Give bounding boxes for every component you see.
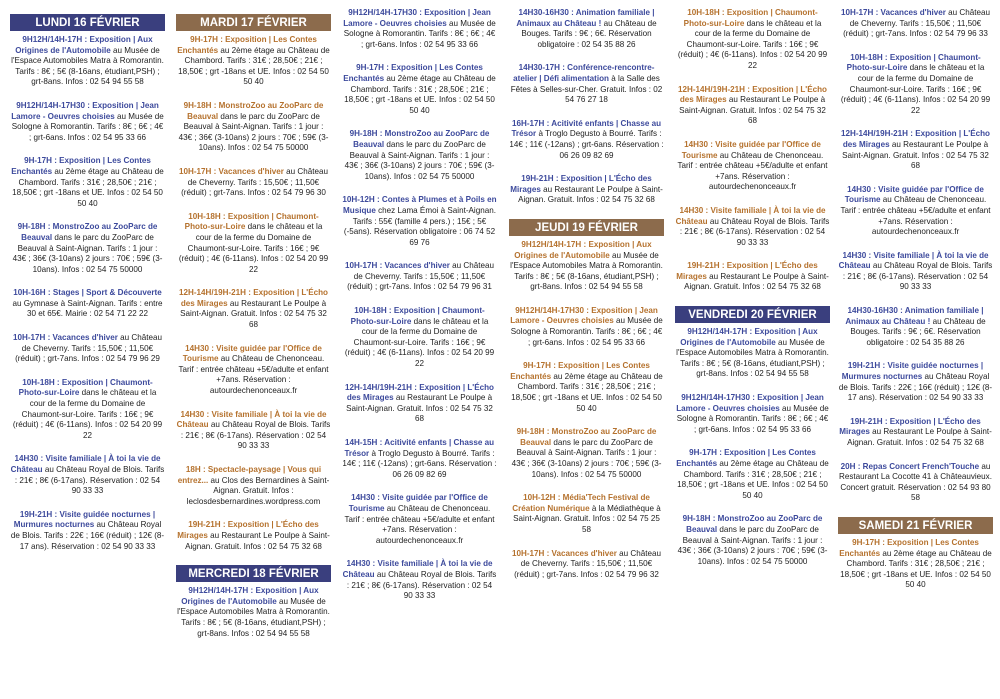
event-title: 9H12H/14H-17H30 : Exposition | Jean Lamore - Oeuvres choisies xyxy=(676,393,824,413)
event-details: au Château de Cheverny. Tarifs : 15,50€ ; 11,50€ (réduit) ; grt-7ans. Infos : 02 54 79 96 30 xyxy=(181,166,329,198)
event-entry xyxy=(838,8,993,40)
event-title: 10H-12H : Contes à Plumes et à Poils en Musique xyxy=(342,195,497,215)
event-details: au Château Royal de Blois. Tarifs : 22€ ; 16€ (réduit) ; 12€ (8-17 ans). Réservation : 02 54 90 33 33 xyxy=(10,520,165,551)
event-title: 19H-21H : Visite guidée nocturnes | Murmures nocturnes xyxy=(841,361,984,382)
event-entry xyxy=(10,101,165,143)
event-title: 9H12H/14H-17H : Exposition | Aux Origines de l'Automobile xyxy=(181,586,319,606)
event-entry xyxy=(675,85,830,127)
event-title: 14H30 : Visite familiale | À toi la vie de Château xyxy=(342,559,493,579)
event-details: dans le château et la cour de la ferme du Domaine de Chaumont-sur-Loire. Tarifs : 16€ ; 9€ (réduit) ; 4€ (6-11ans). Infos : 02 54 20 99 22 xyxy=(12,388,163,440)
event-details: au Château Royal de Blois. Tarifs : 21€ ; 8€ (6-17ans). Réservation : 02 54 90 33 33 xyxy=(14,465,165,496)
event-entry xyxy=(509,306,664,348)
event-title: 9H-18H : MonstroZoo au ZooParc de Beauval xyxy=(516,427,657,447)
event-details: au 2ème étage au Château de Chambord. Tarifs : 31€ ; 28,50€ ; 21€ ; 18,50€ ; grt -18ans et UE. Infos : 02 54 50 50 40 xyxy=(840,548,992,590)
day-header: JEUDI 19 FÉVRIER xyxy=(509,219,664,236)
event-details: au Musée de Sologne à Romorantin. Tarifs : 8€ ; 6€ ; 4€ ; grt-6ans. Infos : 02 54 95 33 66 xyxy=(11,111,164,142)
event-entry xyxy=(838,129,993,171)
event-details: au Musée de Sologne à Romorantin. Tarifs : 8€ ; 6€ ; 4€ ; grt-6ans. Infos : 02 54 95 33 66 xyxy=(676,403,829,434)
event-entry xyxy=(342,306,497,370)
event-entry xyxy=(342,559,497,601)
event-entry xyxy=(176,35,331,88)
event-entry xyxy=(10,510,165,552)
event-details: au Restaurant Le Poulpe à Saint-Aignan. Gratuit. Infos : 02 54 75 32 68 xyxy=(180,298,327,330)
column-2 xyxy=(176,8,331,652)
event-details: dans le parc du ZooParc de Beauval à Saint-Aignan. Tarifs : 1 jour : 43€ ; 36€ (3-10ans) 2 jours : 70€ ; 59€ (3-10ans). Infos : 02 54 75 50000 xyxy=(178,111,329,153)
event-entry xyxy=(675,8,830,72)
event-entry xyxy=(509,240,664,293)
day-header: MERCREDI 18 FÉVRIER xyxy=(176,565,331,582)
event-title: 9H-17H : Exposition | Les Contes Enchantés xyxy=(676,448,816,468)
event-entry xyxy=(10,333,165,365)
event-title: 14H30 : Visite guidée par l'Office de Tourisme xyxy=(844,184,984,205)
event-title: 14H30-16H30 : Animation familiale | Animaux au Château ! xyxy=(845,306,984,326)
event-details: au Château Royal de Blois. Tarifs : 21€ ; 8€ (6-17ans). Réservation : 02 54 90 33 33 xyxy=(346,569,497,601)
event-title: 9H12H/14H-17H30 : Exposition | Jean Lamore - Oeuvres choisies xyxy=(11,100,159,121)
event-details: dans le parc du ZooParc de Beauval à Saint-Aignan. Tarifs : 1 jour : 43€ ; 36€ (3-10ans) 2 jours : 70€ ; 59€ (3-10ans). Infos : 02 54 75 50000 xyxy=(677,524,828,566)
event-details: au Château de Chenonceau. Tarif : entrée château +5€/adulte et enfant +7ans. Réservation : autourdechenonceaux.fr xyxy=(677,150,828,192)
event-title: 10H-18H : Exposition | Chaumont-Photo-sur-Loire xyxy=(18,377,153,398)
event-details: dans le château et la cour de la ferme du Domaine de Chaumont-sur-Loire. Tarifs : 16€ ; 9€ (réduit) ; 4€ (6-11ans). Infos : 02 54 20 99 22 xyxy=(677,18,828,70)
event-details: au Restaurant Le Poulpe à Saint-Aignan. Gratuit. Infos : 02 54 75 32 68 xyxy=(346,393,493,424)
event-entry xyxy=(342,438,497,480)
event-title: 9H-18H : MonstroZoo au ZooParc de Beauval xyxy=(682,514,823,534)
event-title: 9H-17H : Exposition | Les Contes Enchantés xyxy=(11,156,151,176)
event-entry xyxy=(509,361,664,414)
event-details: dans le parc du ZooParc de Beauval à Saint-Aignan. Tarifs : 1 jour : 43€ ; 36€ (3-10ans) 2 jours : 70€ ; 59€ (3-10ans). Infos : 02 54 75 50000 xyxy=(12,232,163,274)
event-details: au 2ème étage au Château de Chambord. Tarifs : 31€ ; 28,50€ ; 21€ ; 18,50€ ; grt -18ans et UE. Infos : 02 54 50 50 40 xyxy=(178,45,330,87)
event-details: au Musée de l'Espace Automobiles Matra à Romorantin. Tarifs : 8€ ; 5€ (8-16ans, étudiant,PSH) ; grt-8ans. Infos : 02 54 94 55 58 xyxy=(510,250,663,292)
event-title: 10H-17H : Vacances d'hiver xyxy=(178,166,284,176)
event-entry xyxy=(10,222,165,275)
event-details: au 2ème étage au Château de Chambord. Tarifs : 31€ ; 28,50€ ; 21€ ; 18,50€ ; grt -18ans et UE. Infos : 02 54 50 50 40 xyxy=(677,459,829,500)
event-title: 16H-17H : Acitivité enfants | Chasse au Trésor xyxy=(511,118,662,139)
day-header: LUNDI 16 FÉVRIER xyxy=(10,14,165,31)
event-entry xyxy=(342,129,497,182)
event-details: au Château de Cheverny. Tarifs : 15,50€ ; 11,50€ (réduit) ; grt-7ans. Infos : 02 54 79 96 29 xyxy=(15,333,163,364)
event-details: au Château de Bouges. Tarifs : 9€ ; 6€. Réservation obligatoire : 02 54 35 88 26 xyxy=(521,18,657,49)
event-title: 14H30 : Visite familiale | À toi la vie de Château xyxy=(675,205,826,226)
event-details: au 2ème étage au Château de Chambord. Tarifs : 31€ ; 28,50€ ; 21€ ; 18,50€ ; grt -18ans et UE. Infos : 02 54 50 50 40 xyxy=(511,371,663,413)
event-details: au Musée de l'Espace Automobiles Matra à Romorantin. Tarifs : 8€ ; 5€ (8-16ans, étudiant,PSH) ; grt-8ans. Infos : 02 54 94 55 58 xyxy=(11,45,164,87)
event-entry xyxy=(838,462,993,504)
event-details: au Musée de l'Espace Automobiles Matra à Romorantin. Tarifs : 8€ ; 5€ (8-16ans, étudiant,PSH) ; grt-8ans. Infos : 02 54 94 55 58 xyxy=(676,337,829,379)
event-entry xyxy=(838,361,993,403)
event-entry xyxy=(176,520,331,552)
event-title: 9H-18H : MonstroZoo au ZooParc de Beauval xyxy=(349,129,490,149)
event-details: au Château de Cheverny. Tarifs : 15,50€ ; 11,50€ (réduit) ; grt-7ans. Infos : 02 54 79 96 32 xyxy=(514,548,662,579)
event-details: au Restaurant Le Poulpe à Saint-Aignan. Gratuit. Infos : 02 54 75 32 68 xyxy=(684,271,829,292)
event-title: 19H-21H : Exposition | L'Écho des Mirages xyxy=(839,416,981,437)
event-entry xyxy=(176,410,331,452)
event-entry xyxy=(509,63,664,105)
event-details: dans le château et la cour de la ferme du Domaine de Chaumont-sur-Loire. Tarifs : 16€ ; 9€ (réduit) ; 4€ (6-11ans). Infos : 02 54 20 99 22 xyxy=(178,222,329,274)
event-entry xyxy=(838,417,993,449)
event-entry xyxy=(675,393,830,435)
event-details: au Château Royal de Blois. Tarifs : 22€ ; 16€ (réduit) ; 12€ (8-17 ans). Réservation : 02 54 90 33 33 xyxy=(838,372,993,403)
event-entry xyxy=(342,261,497,293)
event-entry xyxy=(838,53,993,117)
event-entry xyxy=(176,167,331,199)
column-5 xyxy=(675,8,830,580)
column-3 xyxy=(342,8,497,615)
event-title: 20H : Repas Concert French'Touche xyxy=(840,461,980,471)
event-details: au Château de Bouges. Tarifs : 9€ ; 6€. Réservation obligatoire : 02 54 35 88 26 xyxy=(850,316,986,347)
event-entry xyxy=(675,448,830,501)
column-1 xyxy=(10,8,165,565)
event-title: 14H30 : Visite guidée par l'Office de Tourisme xyxy=(182,343,322,364)
event-title: 9H12H/14H-17H30 : Exposition | Jean Lamore - Oeuvres choisies xyxy=(510,305,658,326)
event-details: dans le château et la cour de la ferme du Domaine de Chaumont-sur-Loire. Tarifs : 16€ ; 9€ (réduit) ; 4€ (6-11ans). Infos : 02 54 20 99 22 xyxy=(344,316,495,369)
day-header: VENDREDI 20 FÉVRIER xyxy=(675,306,830,323)
event-details: au Musée de Sologne à Romorantin. Tarifs : 8€ ; 6€ ; 4€ ; grt-6ans. Infos : 02 54 95 33 66 xyxy=(510,316,663,347)
day-header: MARDI 17 FÉVRIER xyxy=(176,14,331,31)
event-title: 10H-18H : Exposition | Chaumont-Photo-sur-Loire xyxy=(184,211,319,232)
event-entry xyxy=(509,427,664,480)
event-entry xyxy=(342,195,497,248)
event-entry xyxy=(838,306,993,348)
event-title: 10H-12H : Média'Tech Festival de Création Numérique xyxy=(512,493,650,513)
column-6 xyxy=(838,8,993,604)
event-title: 10H-17H : Vacances d'hiver xyxy=(840,8,946,17)
event-details: au Restaurant Le Poulpe à Saint-Aignan. Gratuit. Infos : 02 54 75 32 68 xyxy=(842,139,989,171)
event-details: à Troglo Degusto à Bourré. Tarifs : 14€ ; 11€ (-12ans) ; grt-6ans. Réservation : 06 26 09 82 69 xyxy=(342,448,497,479)
event-title: 9H-17H : Exposition | Les Contes Enchantés xyxy=(177,35,317,55)
event-title: 14H30-17H : Conférence-rencontre-atelier | Défi alimentation xyxy=(513,63,655,83)
event-entry xyxy=(509,493,664,535)
event-entry xyxy=(838,185,993,238)
event-details: au Restaurant Le Poulpe à Saint-Aignan. Gratuit. Infos : 02 54 75 32 68 xyxy=(847,427,992,447)
event-entry xyxy=(675,327,830,380)
event-details: à la Médiathèque à Saint-Aignan. Gratuit. Infos : 02 54 75 25 58 xyxy=(513,503,661,534)
event-details: au Restaurant Le Poulpe à Saint-Aignan. Gratuit. Infos : 02 54 75 32 68 xyxy=(518,184,663,205)
event-details: au Restaurant La Cocotte 41 à Châteauvieux. Concert gratuit. Réservation : 02 54 93 80 58 xyxy=(839,461,992,503)
event-details: au Clos des Bernardines à Saint-Aignan. Gratuit. Infos : leclosdesbernardines.wordpress.com xyxy=(186,475,330,506)
event-entry xyxy=(509,8,664,50)
event-title: 12H-14H/19H-21H : Exposition | L'Écho des Mirages xyxy=(178,288,328,308)
event-details: au Château de Chenonceau. Tarif : entrée château +5€/adulte et enfant +7ans. Réservation : autourdechenonceaux.fr xyxy=(840,195,991,237)
event-entry xyxy=(10,288,165,320)
event-title: 14H-15H : Acitivité enfants | Chasse au Trésor xyxy=(344,438,495,458)
event-title: 10H-18H : Exposition | Chaumont-Photo-sur-Loire xyxy=(350,306,485,326)
event-details: au 2ème étage au Château de Chambord. Tarifs : 31€ ; 28,50€ ; 21€ ; 18,50€ ; grt -18ans et UE. Infos : 02 54 50 50 40 xyxy=(344,73,496,115)
event-details: au Château Royal de Blois. Tarifs : 21€ ; 8€ (6-17ans). Réservation : 02 54 90 33 33 xyxy=(180,420,331,451)
event-details: au Restaurant Le Poulpe à Saint-Aignan. Gratuit. Infos : 02 54 75 32 68 xyxy=(185,530,330,551)
event-title: 14H30 : Visite familiale | À toi la vie de Château xyxy=(10,454,161,474)
event-title: 10H-16H : Stages | Sport & Découverte xyxy=(13,288,162,298)
event-title: 19H-21H : Visite guidée nocturnes | Murmures nocturnes xyxy=(13,509,156,530)
event-title: 9H12H/14H-17H : Exposition | Aux Origines de l'Automobile xyxy=(15,35,153,55)
event-title: 10H-17H : Vacances d'hiver xyxy=(12,333,118,343)
event-entry xyxy=(675,206,830,248)
event-title: 10H-17H : Vacances d'hiver xyxy=(344,261,450,271)
event-entry xyxy=(509,174,664,206)
event-title: 9H-18H : MonstroZoo au ZooParc de Beauval xyxy=(17,222,158,242)
event-details: au Château de Chenonceau. Tarif : entrée château +5€/adulte et enfant +7ans. Réservation : autourdechenonceaux.fr xyxy=(178,354,329,396)
event-details: au Château de Cheverny. Tarifs : 15,50€ ; 11,50€ (réduit) ; grt-7ans. Infos : 02 54 79 96 31 xyxy=(347,261,495,292)
event-title: 14H30-16H30 : Animation familiale | Animaux au Château ! xyxy=(516,8,655,28)
event-entry xyxy=(509,119,664,161)
event-entry xyxy=(176,586,331,639)
event-details: chez Lama Émoi à Saint-Aignan. Tarifs : 55€ (famille 4 pers.) ; 15€ ; 5€ (-5ans). Réservation obligatoire : 06 74 52 69 76 xyxy=(343,205,496,247)
event-details: au Château de Cheverny. Tarifs : 15,50€ ; 11,50€ (réduit) ; grt-7ans. Infos : 02 54 79 96 33 xyxy=(843,8,991,39)
event-details: à Troglo Degusto à Bourré. Tarifs : 14€ ; 11€ (-12ans) ; grt-6ans. Réservation : 06 26 09 82 69 xyxy=(509,129,664,160)
event-entry xyxy=(675,140,830,193)
column-4 xyxy=(509,8,664,593)
event-entry xyxy=(675,514,830,567)
event-details: au Château de Chenonceau. Tarif : entrée château +5€/adulte et enfant +7ans. Réservation : autourdechenonceaux.fr xyxy=(344,503,495,545)
event-details: au Gymnase à Saint-Aignan. Tarifs : entre 30 et 65€. Mairie : 02 54 71 22 22 xyxy=(12,298,163,319)
event-details: dans le château et la cour de la ferme du Domaine de Chaumont-sur-Loire. Tarifs : 16€ ; 9€ (réduit) ; 4€ (6-11ans). Infos : 02 54 20 99 22 xyxy=(840,63,991,115)
event-title: 12H-14H/19H-21H : Exposition | L'Écho des Mirages xyxy=(677,84,827,105)
event-entry xyxy=(10,35,165,88)
event-details: à la Salle des Fêtes à Selles-sur-Cher. Gratuit. Infos : 02 54 76 27 18 xyxy=(510,73,663,105)
event-entry xyxy=(10,156,165,209)
event-title: 9H-17H : Exposition | Les Contes Enchantés xyxy=(510,361,650,381)
event-entry xyxy=(176,101,331,154)
event-title: 14H30 : Visite familiale | À toi la vie de Château xyxy=(838,250,989,271)
event-title: 9H12H/14H-17H : Exposition | Aux Origines de l'Automobile xyxy=(680,327,818,347)
event-details: au Restaurant Le Poulpe à Saint-Aignan. Gratuit. Infos : 02 54 75 32 68 xyxy=(679,95,826,126)
event-details: au Musée de l'Espace Automobiles Matra à Romorantin. Tarifs : 8€ ; 5€ (8-16ans, étudiant,PSH) ; grt-8ans. Infos : 02 54 94 55 58 xyxy=(177,596,330,638)
event-details: au Musée de Sologne à Romorantin. Tarifs : 8€ ; 6€ ; 4€ ; grt-6ans. Infos : 02 54 95 33 66 xyxy=(343,18,496,49)
event-title: 10H-18H : Exposition | Chaumont-Photo-sur-Loire xyxy=(683,8,818,28)
event-title: 9H12H/14H-17H : Exposition | Aux Origines de l'Automobile xyxy=(514,239,652,260)
event-title: 10H-17H : Vacances d'hiver xyxy=(511,548,617,558)
event-entry xyxy=(176,465,331,507)
event-entry xyxy=(342,493,497,546)
event-details: dans le parc du ZooParc de Beauval à Saint-Aignan. Tarifs : 1 jour : 43€ ; 36€ (3-10ans) 2 jours : 70€ ; 59€ (3-10ans). Infos : 02 54 75 50000 xyxy=(344,139,495,181)
event-details: au 2ème étage au Château de Chambord. Tarifs : 31€ ; 28,50€ ; 21€ ; 18,50€ ; grt -18ans et UE. Infos : 02 54 50 50 40 xyxy=(12,166,164,208)
event-title: 9H-17H : Exposition | Les Contes Enchantés xyxy=(343,63,483,83)
event-entry xyxy=(176,344,331,397)
event-entry xyxy=(10,454,165,496)
event-title: 14H30 : Visite familiale | À toi la vie de Château xyxy=(176,409,327,430)
event-title: 19H-21H : Exposition | L'Écho des Mirages xyxy=(177,520,319,540)
event-title: 18H : Spectacle-paysage | Vous qui entrez... xyxy=(177,465,322,485)
event-title: 14H30 : Visite guidée par l'Office de Tourisme xyxy=(681,139,821,160)
event-entry xyxy=(342,383,497,425)
event-title: 12H-14H/19H-21H : Exposition | L'Écho des Mirages xyxy=(344,382,494,403)
event-title: 19H-21H : Exposition | L'Écho des Mirages xyxy=(676,261,818,281)
event-title: 12H-14H/19H-21H : Exposition | L'Écho des Mirages xyxy=(840,129,990,149)
event-entry xyxy=(838,251,993,293)
event-details: au Château Royal de Blois. Tarifs : 21€ ; 8€ (6-17ans). Réservation : 02 54 90 33 33 xyxy=(679,216,830,247)
event-entry xyxy=(509,549,664,581)
event-title: 14H30 : Visite guidée par l'Office de Tourisme xyxy=(348,493,488,513)
event-details: au Château Royal de Blois. Tarifs : 21€ ; 8€ (6-17ans). Réservation : 02 54 90 33 33 xyxy=(842,261,993,292)
event-entry xyxy=(342,63,497,116)
event-title: 19H-21H : Exposition | L'Écho des Mirages xyxy=(510,174,652,194)
event-entry xyxy=(342,8,497,50)
event-entry xyxy=(675,261,830,293)
event-title: 10H-18H : Exposition | Chaumont-Photo-sur-Loire xyxy=(846,52,981,73)
day-header: SAMEDI 21 FÉVRIER xyxy=(838,517,993,534)
event-entry xyxy=(176,212,331,276)
event-title: 9H-18H : MonstroZoo au ZooParc de Beauval xyxy=(183,100,324,121)
event-title: 9H12H/14H-17H30 : Exposition | Jean Lamore - Oeuvres choisies xyxy=(343,8,491,28)
event-entry xyxy=(176,288,331,330)
event-title: 9H-17H : Exposition | Les Contes Enchantés xyxy=(839,537,979,558)
event-entry xyxy=(10,378,165,442)
event-entry xyxy=(838,538,993,591)
event-details: dans le parc du ZooParc de Beauval à Saint-Aignan. Tarifs : 1 jour : 43€ ; 36€ (3-10ans) 2 jours : 70€ ; 59€ (3-10ans). Infos : 02 54 75 50000 xyxy=(511,437,662,479)
